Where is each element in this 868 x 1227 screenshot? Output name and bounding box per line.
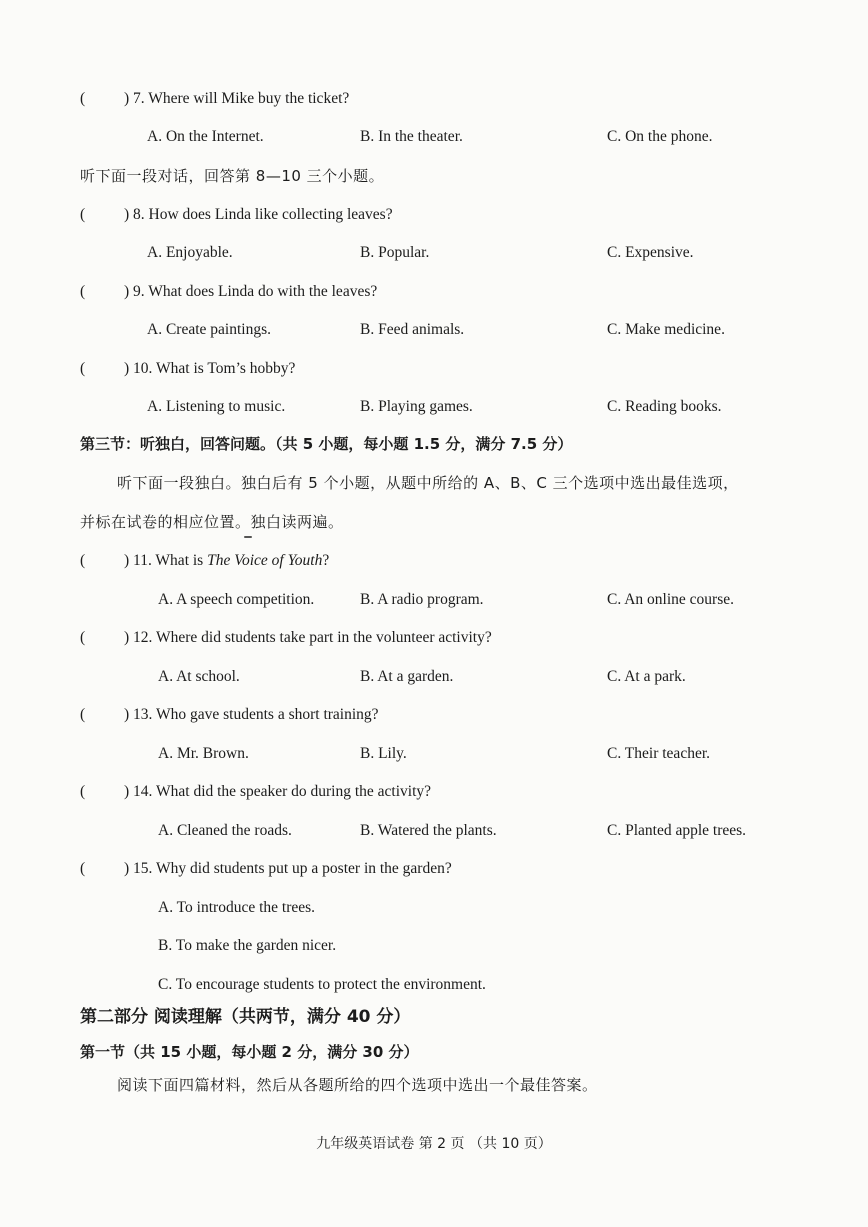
question-10	[80, 359, 295, 379]
option-c: C. To encourage students to protect the environment.	[158, 976, 486, 993]
option-b: B. In the theater.	[360, 128, 463, 145]
option-b: B. To make the garden nicer.	[158, 937, 337, 954]
question-15	[80, 859, 452, 879]
question-7	[80, 89, 349, 109]
option-a: A. To introduce the trees.	[158, 899, 316, 916]
question-text: ) 7. Where will Mike buy the ticket?	[124, 90, 350, 107]
option-c: C. Reading books.	[607, 398, 722, 415]
section-3-heading: 第三节：听独白，回答问题。（共 5 小题，每小题 1.5 分，满分 7.5 分）	[80, 435, 573, 453]
answer-paren[interactable]: (	[80, 90, 86, 107]
question-text: ) 8. How does Linda like collecting leaves?	[124, 206, 393, 223]
part-2-heading: 第二部分 阅读理解（共两节，满分 40 分）	[80, 1007, 411, 1027]
option-c: C. Planted apple trees.	[607, 822, 747, 839]
answer-paren[interactable]: (	[80, 860, 86, 877]
option-a: A. At school.	[158, 668, 240, 685]
option-c: C. Their teacher.	[607, 745, 711, 762]
answer-paren[interactable]: (	[80, 206, 86, 223]
question-text: ) 10. What is Tom’s hobby?	[124, 360, 296, 377]
option-a: A. Listening to music.	[147, 398, 286, 415]
answer-paren[interactable]: (	[80, 629, 86, 646]
option-b: B. Lily.	[360, 745, 407, 762]
question-8	[80, 205, 393, 225]
question-text: ) 9. What does Linda do with the leaves?	[124, 283, 378, 300]
section-3-instruction-line-1: 听下面一段独白。独白后有 5 个小题，从题中所给的 A、B、C 三个选项中选出最佳选项，	[117, 474, 739, 492]
answer-paren[interactable]: (	[80, 283, 86, 300]
question-11	[80, 551, 329, 571]
part-2-section-1-heading: 第一节（共 15 小题，每小题 2 分，满分 30 分）	[80, 1043, 419, 1061]
option-a: A. A speech competition.	[158, 591, 315, 608]
option-a: A. Mr. Brown.	[158, 745, 249, 762]
option-a: A. Create paintings.	[147, 321, 271, 338]
option-c: C. On the phone.	[607, 128, 713, 145]
option-c: C. Expensive.	[607, 244, 694, 261]
question-text-pre: ) 11. What is	[124, 552, 208, 569]
part-2-instruction: 阅读下面四篇材料，然后从各题所给的四个选项中选出一个最佳答案。	[117, 1076, 598, 1094]
question-title-italic: The Voice of Youth	[207, 552, 323, 569]
answer-paren[interactable]: (	[80, 552, 86, 569]
page-footer: 九年级英语试卷 第 2 页 （共 10 页）	[316, 1136, 552, 1152]
option-b: B. At a garden.	[360, 668, 454, 685]
option-c: C. Make medicine.	[607, 321, 725, 338]
option-a: A. Enjoyable.	[147, 244, 233, 261]
option-a: A. Cleaned the roads.	[158, 822, 292, 839]
answer-paren[interactable]: (	[80, 783, 86, 800]
question-9	[80, 282, 377, 302]
emphasis-mark	[244, 536, 252, 538]
option-c: C. An online course.	[607, 591, 734, 608]
question-text: ) 13. Who gave students a short training?	[124, 706, 379, 723]
question-14	[80, 782, 431, 802]
option-b: B. A radio program.	[360, 591, 484, 608]
question-12	[80, 628, 492, 648]
option-b: B. Playing games.	[360, 398, 473, 415]
question-13	[80, 705, 379, 725]
answer-paren[interactable]: (	[80, 706, 86, 723]
question-text-post: ?	[322, 552, 330, 569]
option-c: C. At a park.	[607, 668, 686, 685]
question-text: ) 15. Why did students put up a poster in the garden?	[124, 860, 452, 877]
question-text: ) 14. What did the speaker do during the activity?	[124, 783, 432, 800]
option-b: B. Feed animals.	[360, 321, 465, 338]
question-text: ) 12. Where did students take part in the volunteer activity?	[124, 629, 492, 646]
option-a: A. On the Internet.	[147, 128, 264, 145]
option-b: B. Popular.	[360, 244, 430, 261]
section-3-instruction-line-2: 并标在试卷的相应位置。独白读两遍。	[80, 513, 344, 531]
option-b: B. Watered the plants.	[360, 822, 497, 839]
dialog-instruction: 听下面一段对话，回答第 8—10 三个小题。	[80, 167, 385, 185]
answer-paren[interactable]: (	[80, 360, 86, 377]
